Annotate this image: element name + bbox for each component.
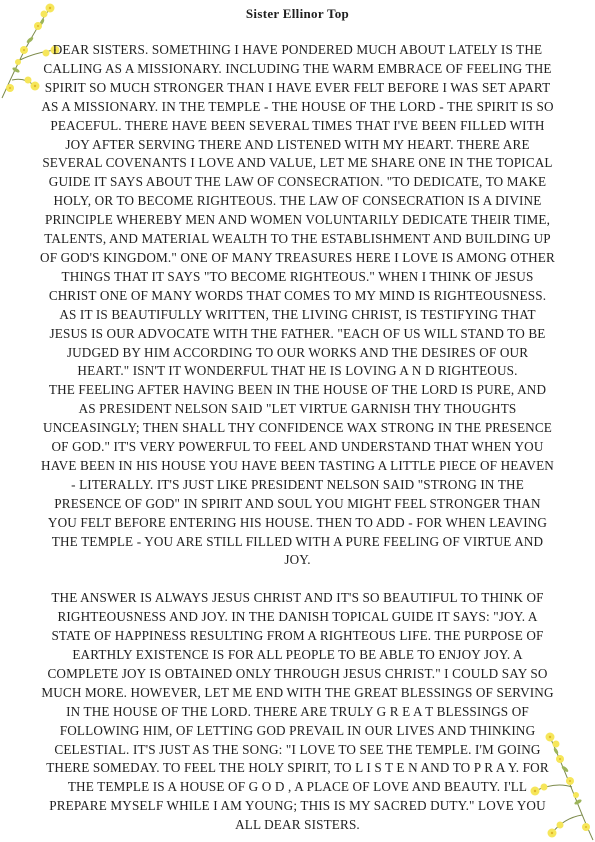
letter-body [40,41,555,835]
letter-paragraph: THE FEELING AFTER HAVING BEEN IN THE HOUSE OF THE LORD IS PURE, AND AS PRESIDENT NELSON SAID "LET VIRTUE GARNISH THY THOUGHTS UNCEASINGLY; THEN SHALL THY CONFIDENCE WAX STRONG IN THE PRESENCE OF GOD." IT'S VERY POWERFUL TO FEEL AND UNDERSTAND THAT WHEN YOU HAVE BEEN IN HIS HOUSE YOU HAVE BEEN TASTING A LITTLE PIECE OF HEAVEN - LITERALLY. IT'S JUST LIKE PRESIDENT NELSON SAID "STRONG IN THE PRESENCE OF GOD" IN SPIRIT AND SOUL YOU MIGHT FEEL STRONGER THAN YOU FELT BEFORE ENTERING HIS HOUSE. THEN TO ADD - FOR WHEN LEAVING THE TEMPLE - YOU ARE STILL FILLED WITH A PURE FEELING OF VIRTUE AND JOY. [41,382,554,568]
letter-paragraph: THE ANSWER IS ALWAYS JESUS CHRIST AND IT'S SO BEAUTIFUL TO THINK OF RIGHTEOUSNESS AND JOY. IN THE DANISH TOPICAL GUIDE IT SAYS: "JOY. A STATE OF HAPPINESS RESULTING FROM A RIGHTEOUS LIFE. THE PURPOSE OF EARTHLY EXISTENCE IS FOR ALL PEOPLE TO BE ABLE TO ENJOY JOY. A COMPLETE JOY IS OBTAINED ONLY THROUGH JESUS CHRIST." I COULD SAY SO MUCH MORE. HOWEVER, LET ME END WITH THE GREAT BLESSINGS OF SERVING IN THE HOUSE OF THE LORD. THERE ARE TRULY G R E A T BLESSINGS OF FOLLOWING HIM, OF LETTING GOD PREVAIL IN OUR LIVES AND THINKING CELESTIAL. IT'S JUST AS THE SONG: "I LOVE TO SEE THE TEMPLE. I'M GOING THERE SOMEDAY. TO FEEL THE HOLY SPIRIT, TO L I S T E N AND TO P R A Y. FOR THE TEMPLE IS A HOUSE OF G O D , A PLACE OF LOVE AND BEAUTY. I'LL PREPARE MYSELF WHILE I AM YOUNG; THIS IS MY SACRED DUTY." LOVE YOU ALL DEAR SISTERS. [41,590,554,833]
letter-paragraph: DEAR SISTERS. SOMETHING I HAVE PONDERED MUCH ABOUT LATELY IS THE CALLING AS A MISSIONARY. INCLUDING THE WARM EMBRACE OF FEELING THE SPIRIT SO MUCH STRONGER THAN I HAVE EVER FELT BEFORE I WAS SET APART AS A MISSIONARY. IN THE TEMPLE - THE HOUSE OF THE LORD - THE SPIRIT IS SO PEACEFUL. THERE HAVE BEEN SEVERAL TIMES THAT I'VE BEEN FILLED WITH JOY AFTER SERVING THERE AND LISTENED WITH MY HEART. THERE ARE SEVERAL COVENANTS I LOVE AND VALUE, LET ME SHARE ONE IN THE TOPICAL GUIDE IT SAYS ABOUT THE LAW OF CONSECRATION. "TO DEDICATE, TO MAKE HOLY, OR TO BECOME RIGHTEOUS. THE LAW OF CONSECRATION IS A DIVINE PRINCIPLE WHEREBY MEN AND WOMEN VOLUNTARILY DEDICATE THEIR TIME, TALENTS, AND MATERIAL WEALTH TO THE ESTABLISHMENT AND BUILDING UP OF GOD'S KINGDOM." ONE OF MANY TREASURES HERE I LOVE IS AMONG OTHER THINGS THAT IT SAYS "TO BECOME RIGHTEOUS." WHEN I THINK OF JESUS CHRIST ONE OF MANY WORDS THAT COMES TO MY MIND IS RIGHTEOUSNESS. AS IT IS BEAUTIFULLY WRITTEN, THE LIVING CHRIST, IS TESTIFYING THAT JESUS IS OUR ADVOCATE WITH THE FATHER. "EACH OF US WILL STAND TO BE JUDGED BY HIM ACCORDING TO OUR WORKS AND THE DESIRES OF OUR HEART." ISN'T IT WONDERFUL THAT HE IS LOVING A N D RIGHTEOUS. [40,42,555,379]
page-title: Sister Ellinor Top [245,6,350,21]
